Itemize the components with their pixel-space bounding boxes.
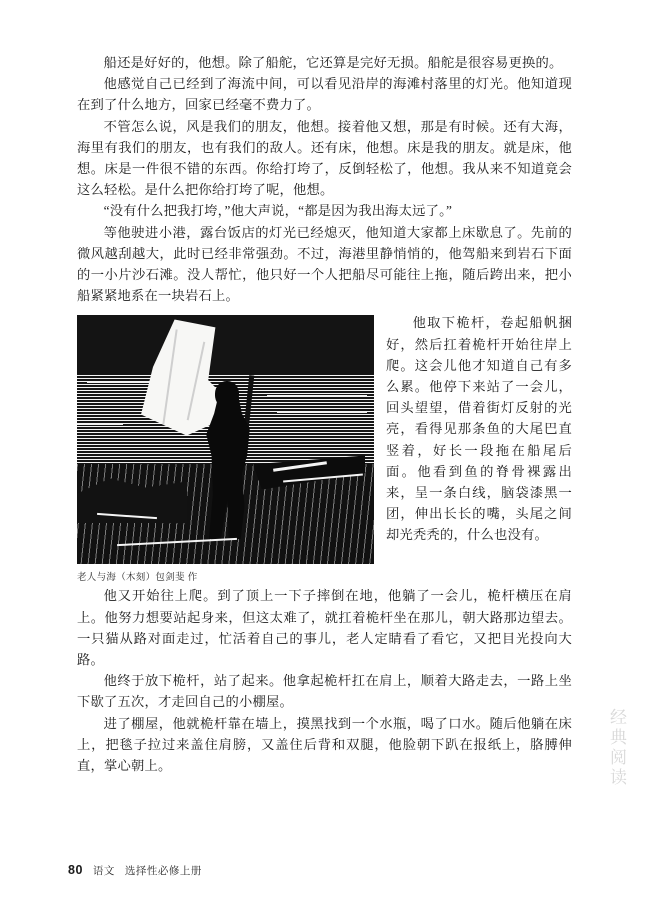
page-footer	[68, 863, 202, 878]
page-content	[77, 52, 572, 776]
paragraph: 他又开始往上爬。到了顶上一下子摔倒在地，他躺了一会儿，桅杆横压在肩上。他努力想要站起身来，但这太难了，就扛着桅杆坐在那儿，朝大路那边望去。一只猫从路对面走过，忙活着自己的事儿，老人定睛看了看它，又把目光投向大路。	[77, 588, 572, 668]
figure-caption: 老人与海（木刻）包剑斐 作	[77, 572, 198, 584]
bottom-text-block	[77, 585, 572, 776]
sky-dark-band	[77, 315, 374, 375]
sky-streak	[77, 423, 123, 425]
woodcut-illustration-image	[77, 315, 374, 564]
paragraph: 等他驶进小港，露台饭店的灯光已经熄灭，他知道大家都上床歇息了。先前的微风越刮越大，此时已经非常强劲。不过，海港里静悄悄的，他驾船来到岩石下面的一小片沙石滩。没人帮忙，他只好一个人把船尽可能往上拖，随后跨出来，把小船紧紧地系在一块岩石上。	[77, 224, 572, 304]
paragraph: 他终于放下桅杆，站了起来。他拿起桅杆扛在肩上，顺着大路走去，一路上坐下歇了五次，才走回自己的小棚屋。	[77, 673, 572, 710]
paragraph: 他感觉自己已经到了海流中间，可以看见沿岸的海滩村落里的灯光。他知道现在到了什么地方，回家已经毫不费力了。	[77, 76, 572, 113]
paragraph: 不管怎么说，风是我们的朋友，他想。接着他又想，那是有时候。还有大海，海里有我们的朋友，也有我们的敌人。还有床，他想。床是我的朋友。就是床，他想。床是一件很不错的东西。你给打垮了，反倒轻松了，他想。我从来不知道竟会这么轻松。是什么把你给打垮了呢，他想。	[77, 118, 572, 198]
old-man-head	[215, 381, 239, 407]
watermark: 经典阅读	[607, 708, 626, 788]
paragraph: “没有什么把我打垮，”他大声说，“都是因为我出海太远了。”	[103, 203, 453, 219]
top-text-block	[77, 52, 572, 306]
sky-streak	[87, 381, 157, 383]
paragraph: 船还是好好的，他想。除了船舵，它还算是完好无损。船舵是很容易更换的。	[103, 55, 563, 70]
illustration-figure	[77, 315, 374, 583]
paragraph: 进了棚屋，他就桅杆靠在墙上，摸黑找到一个水瓶，喝了口水。随后他躺在床上，把毯子拉过来盖住肩膀，又盖住后背和双腿，他脸朝下趴在报纸上，胳膊伸直，掌心朝上。	[77, 715, 572, 774]
page-number: 80	[68, 863, 83, 877]
sky-streak	[267, 395, 367, 397]
sky-streak	[277, 411, 367, 413]
footer-subject: 语文	[92, 865, 115, 877]
footer-book-title: 选择性必修上册	[124, 865, 202, 877]
figure-with-wrapped-text	[77, 312, 572, 585]
paragraph: 他取下桅杆，卷起船帆捆好，然后扛着桅杆开始往岸上爬。这会儿他才知道自己有多么累。他停下来站了一会儿，回头望望，借着街灯反射的光亮，看得见那条鱼的大尾巴直竖着，好长一段拖在船尾后面。他看到鱼的脊骨裸露出来，呈一条白线，脑袋漆黑一团，伸出长长的嘴，头尾之间却光秃秃的，什么也没有。	[386, 315, 572, 543]
